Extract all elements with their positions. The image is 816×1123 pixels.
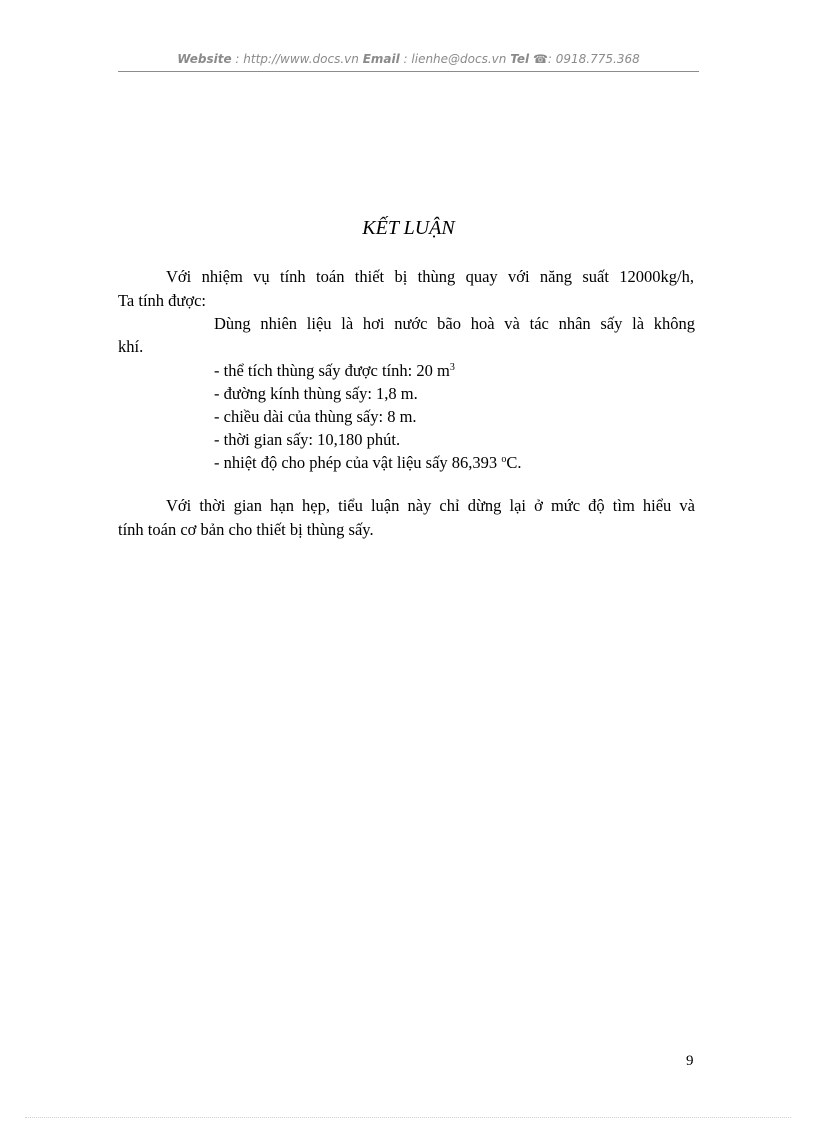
result-volume (214, 361, 455, 381)
result-time: - thời gian sấy: 10,180 phút. (214, 430, 401, 449)
temperature-unit: C. (506, 453, 522, 472)
website-value: : http://www.docs.vn (235, 52, 359, 66)
result-diameter: - đường kính thùng sấy: 1,8 m. (214, 384, 418, 403)
intro-line-1: Với nhiệm vụ tính toán thiết bị thùng quay với năng suất 12000kg/h, (166, 267, 694, 286)
result-volume-exponent: 3 (449, 362, 455, 373)
fuel-line-2: khí. (118, 337, 144, 356)
conclusion-line-1: Với thời gian hạn hẹp, tiểu luận này chỉ dừng lại ở mức độ tìm hiểu và (166, 496, 695, 515)
phone-icon: ☎ (532, 52, 548, 66)
page-header (118, 52, 699, 66)
page-title: KẾT LUẬN (362, 217, 455, 239)
result-volume-text: - thể tích thùng sấy được tính: 20 m (214, 361, 450, 380)
header-divider (118, 71, 699, 72)
email-label: Email (362, 52, 400, 66)
fuel-line-1: Dùng nhiên liệu là hơi nước bão hoà và tác nhân sấy là không (214, 314, 695, 333)
intro-line-2: Ta tính được: (118, 291, 206, 310)
result-length: - chiều dài của thùng sấy: 8 m. (214, 407, 417, 426)
result-temperature (214, 453, 521, 473)
email-value: : lienhe@docs.vn (403, 52, 507, 66)
degree-sign: o (501, 454, 507, 465)
website-label: Website (177, 52, 232, 66)
footer-divider (25, 1117, 791, 1118)
tel-label: Tel (510, 52, 530, 66)
conclusion-line-2: tính toán cơ bản cho thiết bị thùng sấy. (118, 520, 374, 539)
tel-value: : 0918.775.368 (547, 52, 640, 66)
result-temperature-text: - nhiệt độ cho phép của vật liệu sấy 86,393 (214, 453, 502, 472)
page-number: 9 (686, 1053, 694, 1069)
